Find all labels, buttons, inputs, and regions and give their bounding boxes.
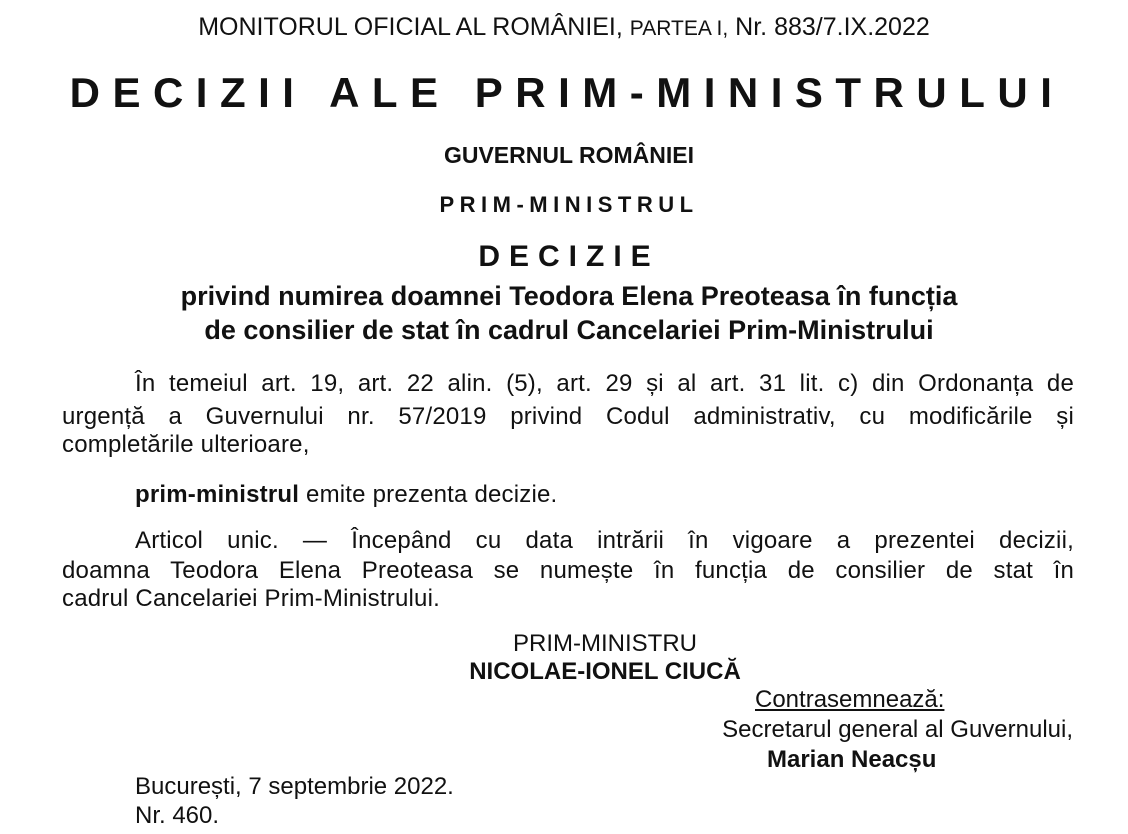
article-line-1: Articol unic. — Începând cu data intrării în vigoare a prezentei decizii, [135,527,1074,554]
countersign-name: Marian Neacșu [767,746,937,773]
publication-name: MONITORUL OFICIAL AL ROMÂNIEI, [198,13,623,41]
decision-number: Nr. 460. [135,802,220,829]
issue-number: Nr. 883/7.IX.2022 [735,13,930,41]
signer-title: PRIM-MINISTRU [513,630,697,657]
place-date: București, 7 septembrie 2022. [135,773,454,800]
legal-basis-line-2: urgență a Guvernului nr. 57/2019 privind Codul administrativ, cu modificările și [62,403,1074,430]
issuance-subject: prim-ministrul [135,481,300,508]
article-line-3: cadrul Cancelariei Prim-Ministrului. [62,585,440,612]
countersign-label: Contrasemnează: [755,686,945,713]
government-name: GUVERNUL ROMÂNIEI [443,142,695,168]
publication-part: PARTEA I, [629,17,729,40]
document-subject-line-2: de consilier de stat în cadrul Cancelariei Prim-Ministrului [204,315,934,345]
issuance-statement [135,483,1074,507]
issuance-text: emite prezenta decizie. [299,481,558,508]
countersign-role: Secretarul general al Guvernului, [722,716,1073,743]
legal-basis-line-1: În temeiul art. 19, art. 22 alin. (5), art. 29 și al art. 31 lit. c) din Ordonanța de [135,370,1074,397]
document-type: DECIZIE [478,240,660,273]
section-title: DECIZII ALE PRIM-MINISTRULUI [69,69,1065,116]
legal-basis-line-3: completările ulterioare, [62,431,310,458]
signer-name: NICOLAE-IONEL CIUCĂ [469,658,741,685]
article-line-2: doamna Teodora Elena Preoteasa se numește în funcția de consilier de stat în [62,557,1074,584]
gazette-header [0,15,1128,40]
issuer-office: PRIM-MINISTRUL [439,192,699,217]
document-subject-line-1: privind numirea doamnei Teodora Elena Preoteasa în funcția [180,281,958,311]
